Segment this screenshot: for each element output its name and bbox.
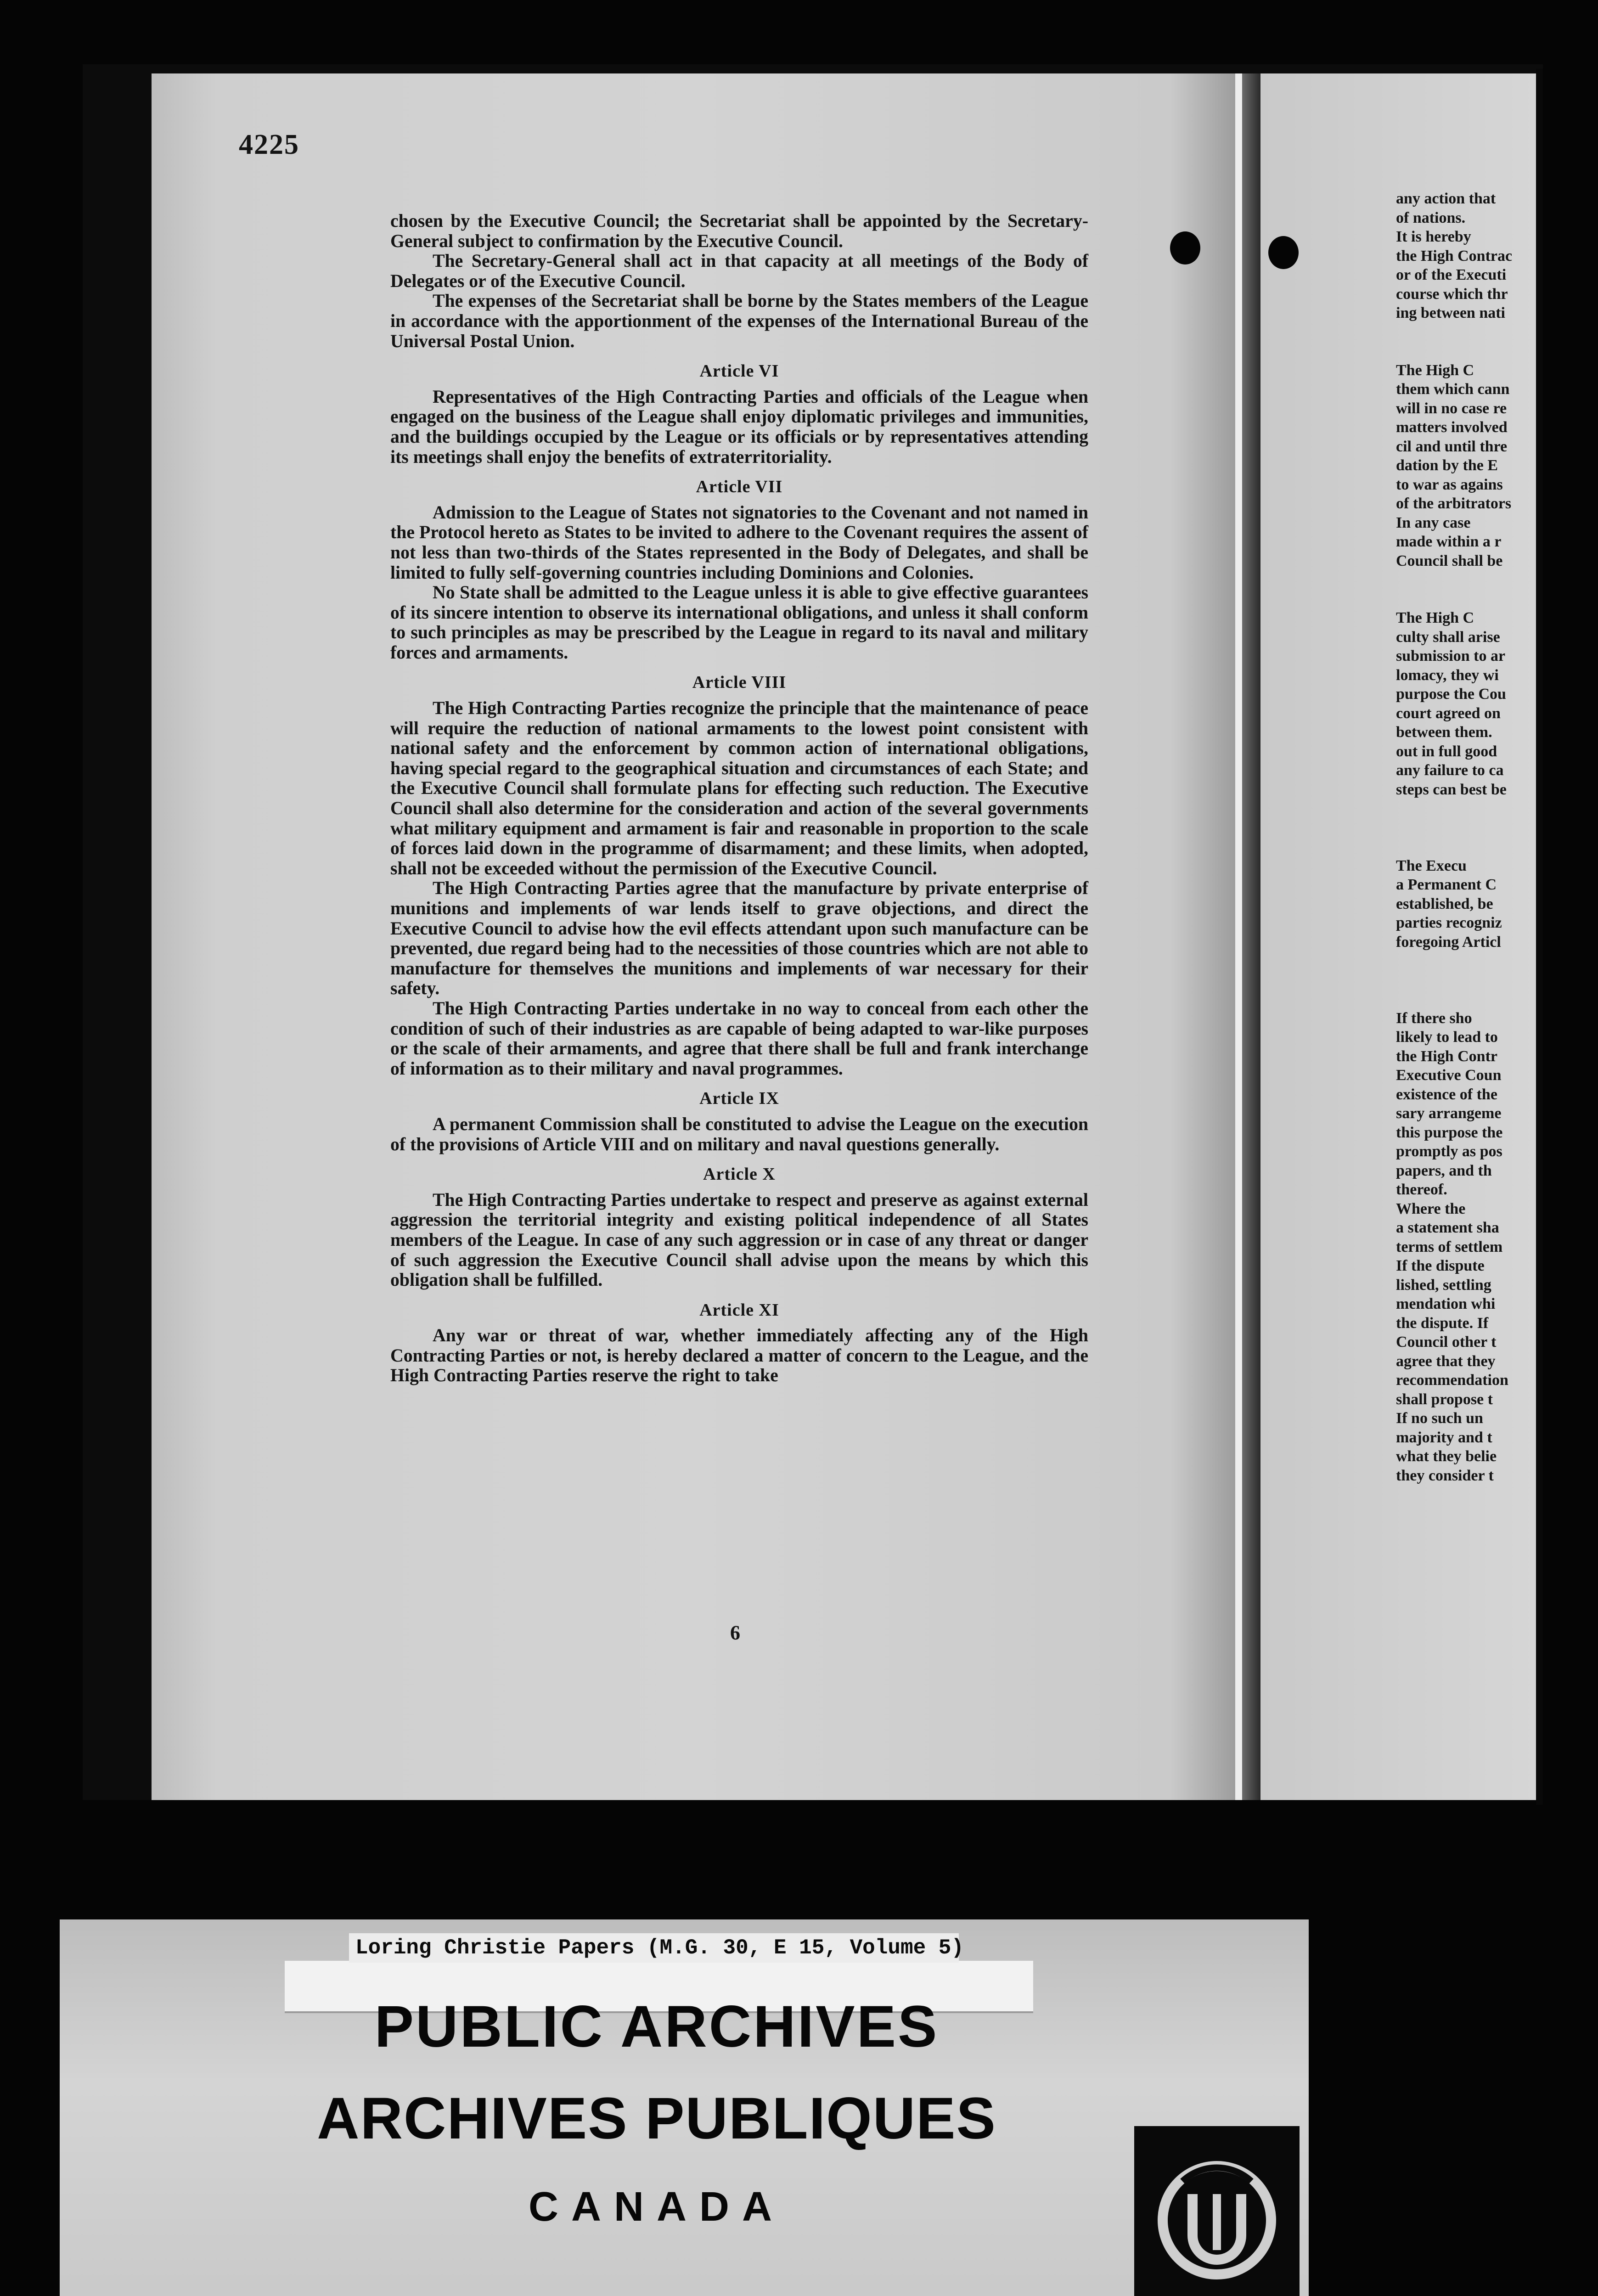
right-page-line: to war as agains [1396,476,1503,493]
punch-hole-right [1268,236,1299,269]
right-page-line [1396,799,1580,818]
right-page-line: The High C [1396,361,1474,379]
right-page-line: If the dispute [1396,1257,1485,1274]
article-heading: Article XI [699,1300,779,1320]
body-paragraph: Admission to the League of States not signatories to the Covenant and not named in the Protocol hereto as States to be invited to adhere to the Covenant requires the assent of not less than two-thirds of the States represented in the Body of Delegates, and shall be limited to fully self-governing countries including Dominions and Colonies. [390,502,1088,583]
right-page-line: papers, and th [1396,1162,1492,1179]
right-page-line: existence of the [1396,1086,1497,1103]
right-page-line: In any case [1396,514,1471,531]
right-page-line [1396,590,1580,609]
body-paragraph: The expenses of the Secretariat shall be borne by the States members of the League in accordance with the apportionment of the expenses of the International Bureau of the Universal Postal Union. [390,291,1088,351]
right-page-line: the High Contrac [1396,247,1513,264]
body-paragraph: No State shall be admitted to the League unless it is able to give effective guarantees of its sincere intention to observe its international obligations, and unless it shall conform to such principles as may be prescribed by the League in regard to its naval and military forces and armaments. [390,582,1088,663]
right-page-line: steps can best be [1396,781,1507,798]
article-heading: Article IX [699,1089,779,1109]
right-page-line: the High Contr [1396,1047,1497,1065]
right-page-line: parties recogniz [1396,914,1502,931]
page-gutter [1235,73,1242,1800]
body-paragraph: The High Contracting Parties undertake to respect and preserve as against external aggression the territorial integrity and existing political independence of all States members of the League. In case of any such aggression or in case of any threat or danger of such aggression the Executive Council shall advise upon the means by which this obligation shall be fulfilled. [390,1189,1088,1290]
right-page-line: cil and until thre [1396,438,1508,455]
right-page-line: dation by the E [1396,457,1498,474]
article-heading: Article X [703,1165,776,1184]
page-number: 4225 [239,129,299,160]
stamp-line-english: PUBLIC ARCHIVES [374,1994,939,2060]
body-paragraph: Representatives of the High Contracting Parties and officials of the League when engaged on the business of the League shall enjoy diplomatic privileges and immunities, and the buildings occupied by the League or its officials or by representatives attending its meetings shall enjoy the benefits of extraterritoriality. [390,386,1088,467]
right-page-line: will in no case re [1396,400,1507,417]
right-page-text [1396,189,1580,1485]
stamp-line-french: ARCHIVES PUBLIQUES [317,2086,996,2151]
gutter-shadow [1242,73,1260,1800]
right-page-line [1396,971,1580,990]
right-page-line: a Permanent C [1396,876,1497,893]
right-page-line: lomacy, they wi [1396,666,1499,684]
body-paragraph: The High Contracting Parties agree that the manufacture by private enterprise of munitions and implements of war lends itself to grave objections, and direct the Executive Council to advise how the evil effects attendant upon such manufacture can be prevented, due regard being had to the necessities of those countries which are not able to manufacture for themselves the munitions and implements of war necessary for their safety. [390,878,1088,999]
right-page-line: a statement sha [1396,1219,1499,1236]
right-page-line: It is hereby [1396,228,1471,245]
right-page-line: between them. [1396,724,1492,741]
body-paragraph: The Secretary-General shall act in that capacity at all meetings of the Body of Delegates or of the Executive Council. [390,251,1088,291]
collection-label: Loring Christie Papers (M.G. 30, E 15, Volume 5) [349,1933,959,1963]
right-page-line [1396,570,1580,590]
right-page-line: the dispute. If [1396,1314,1489,1332]
right-page-line [1396,323,1580,342]
body-paragraph: The High Contracting Parties undertake in no way to conceal from each other the condition of such of their industries as are capable of being adapted to war-like purposes or the scale of their armaments, and agree that there shall be full and frank interchange of information as to their military and naval programmes. [390,998,1088,1079]
right-page-line: ing between nati [1396,304,1505,321]
right-page-line: shall propose t [1396,1390,1493,1408]
right-page-line: sary arrangeme [1396,1105,1502,1122]
right-page-line: foregoing Articl [1396,933,1501,951]
stamp-line-country: CANADA [529,2184,785,2230]
right-page-line [1396,818,1580,838]
right-page-line: Executive Coun [1396,1067,1502,1084]
article-heading: Article VI [699,361,779,381]
punch-hole-left [1170,231,1200,264]
right-page-line: established, be [1396,895,1493,912]
right-page-line: purpose the Cou [1396,686,1506,703]
right-page-line: matters involved [1396,419,1508,436]
right-page-line: culty shall arise [1396,628,1500,646]
right-page-line: recommendation [1396,1372,1508,1389]
public-archives-canada-logo-icon [1150,2154,1283,2287]
right-page-line [1396,951,1580,971]
right-page-line: this purpose the [1396,1124,1503,1141]
right-page-line: what they belie [1396,1448,1497,1465]
right-page-line: Council other t [1396,1334,1497,1351]
right-page-line: The Execu [1396,857,1467,874]
page-footer-number: 6 [730,1621,740,1644]
right-page-line: any failure to ca [1396,762,1504,779]
right-page-line: of the arbitrators [1396,495,1512,512]
body-paragraph: The High Contracting Parties recognize the principle that the maintenance of peace will require the reduction of national armaments to the lowest point consistent with national safety and the enforcement by common action of international obligations, having special regard to the geographical situation and circumstances of each State; and the Executive Council shall formulate plans for effecting such reduction. The Executive Council shall also determine for the consideration and action of the several governments what military equipment and armament is fair and reasonable in proportion to the scale of forces laid down in the programme of disarmament; and these limits, when adopted, shall not be exceeded without the permission of the Executive Council. [390,698,1088,878]
right-page-line: of nations. [1396,209,1466,226]
right-page-line: lished, settling [1396,1276,1491,1294]
right-page-line: terms of settlem [1396,1238,1503,1255]
right-page-line: promptly as pos [1396,1143,1502,1160]
right-page-line: them which cann [1396,381,1510,398]
right-page-line: out in full good [1396,743,1497,760]
right-page-line [1396,990,1580,1009]
right-page-line: they consider t [1396,1467,1494,1484]
right-page-line [1396,837,1580,856]
right-page-line: If no such un [1396,1410,1483,1427]
right-page-line: mendation whi [1396,1295,1496,1312]
right-page-line: course which thr [1396,285,1508,303]
right-page-line: likely to lead to [1396,1029,1498,1046]
document-body [390,211,1088,1386]
body-paragraph: Any war or threat of war, whether immediately affecting any of the High Contracting Parties or not, is hereby declared a matter of concern to the League, and the High Contracting Parties reserve the right to take [390,1325,1088,1386]
right-page-line: court agreed on [1396,704,1501,722]
right-page-line: majority and t [1396,1429,1492,1446]
body-paragraph: chosen by the Executive Council; the Secretariat shall be appointed by the Secretary-General subject to confirmation by the Executive Council. [390,211,1088,251]
article-heading: Article VIII [692,673,787,692]
right-page-line: Where the [1396,1200,1466,1217]
article-heading: Article VII [696,477,783,497]
right-page-line: made within a r [1396,533,1502,550]
right-page-line: The High C [1396,609,1474,626]
right-page-line [1396,342,1580,361]
right-page-line: thereof. [1396,1181,1447,1198]
body-paragraph: A permanent Commission shall be constituted to advise the League on the execution of the provisions of Article VIII and on military and naval questions generally. [390,1114,1088,1154]
right-page-line: submission to ar [1396,647,1506,664]
right-page-line: or of the Executi [1396,266,1507,283]
right-page-line: agree that they [1396,1352,1496,1370]
right-page-line: If there sho [1396,1009,1472,1027]
right-page-line: Council shall be [1396,552,1503,569]
right-page-line: any action that [1396,190,1496,207]
